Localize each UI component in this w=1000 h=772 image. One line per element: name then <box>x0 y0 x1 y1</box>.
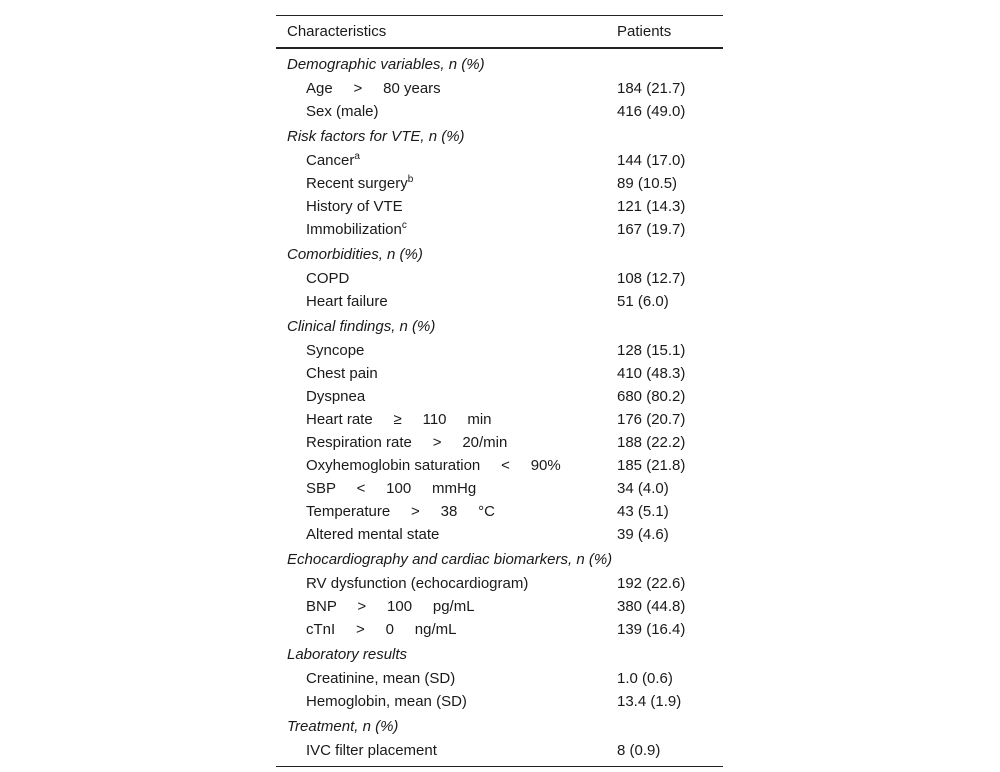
row-label <box>306 523 439 546</box>
table-row <box>276 500 723 523</box>
row-value: 144 (17.0) <box>617 152 686 169</box>
row-label <box>306 267 349 290</box>
row-label <box>306 477 476 500</box>
section-title: Demographic variables, n (%) <box>287 56 485 73</box>
row-value: 39 (4.6) <box>617 526 669 543</box>
row-label <box>306 500 495 523</box>
row-label-text: Heart failure <box>306 293 388 310</box>
table-row <box>276 267 723 290</box>
row-label <box>306 690 467 713</box>
row-label <box>306 454 561 477</box>
table-row <box>276 149 723 172</box>
row-label-text: Respiration rate > 20/min <box>306 434 508 451</box>
section-header <box>276 315 723 339</box>
row-value: 176 (20.7) <box>617 411 686 428</box>
table-row <box>276 572 723 595</box>
row-label-text: RV dysfunction (echocardiogram) <box>306 575 529 592</box>
table-row <box>276 523 723 546</box>
row-value: 43 (5.1) <box>617 503 669 520</box>
row-label-text: Recent surgery <box>306 175 408 192</box>
table-row <box>276 739 723 762</box>
header-characteristics: Characteristics <box>287 23 387 40</box>
row-label <box>306 218 407 241</box>
row-label <box>306 195 403 218</box>
section-header <box>276 125 723 149</box>
footnote-marker: c <box>401 220 407 231</box>
table-row <box>276 290 723 313</box>
row-label-text: SBP < 100 mmHg <box>306 480 477 497</box>
row-value: 416 (49.0) <box>617 103 686 120</box>
row-label-text: History of VTE <box>306 198 403 215</box>
row-value: 680 (80.2) <box>617 388 686 405</box>
row-label <box>306 572 528 595</box>
section-header <box>276 715 723 739</box>
row-label <box>306 100 379 123</box>
row-label-text: cTnI > 0 ng/mL <box>306 621 457 638</box>
section-title: Comorbidities, n (%) <box>287 246 423 263</box>
row-value: 13.4 (1.9) <box>617 693 682 710</box>
row-value: 188 (22.2) <box>617 434 686 451</box>
table-row <box>276 195 723 218</box>
table-bottom-rule <box>276 766 723 767</box>
row-label <box>306 408 492 431</box>
row-value: 34 (4.0) <box>617 480 669 497</box>
row-label <box>306 290 388 313</box>
row-value: 1.0 (0.6) <box>617 670 673 687</box>
section-header <box>276 53 723 77</box>
row-label-text: Syncope <box>306 342 365 359</box>
row-label-text: BNP > 100 pg/mL <box>306 598 475 615</box>
row-value: 128 (15.1) <box>617 342 686 359</box>
row-value: 139 (16.4) <box>617 621 686 638</box>
section-header <box>276 243 723 267</box>
row-label-text: COPD <box>306 270 350 287</box>
section-title: Clinical findings, n (%) <box>287 318 436 335</box>
section-header <box>276 548 723 572</box>
row-value: 380 (44.8) <box>617 598 686 615</box>
row-value: 8 (0.9) <box>617 742 661 759</box>
row-label-text: Sex (male) <box>306 103 379 120</box>
table-row <box>276 172 723 195</box>
row-label-text: Oxyhemoglobin saturation < 90% <box>306 457 561 474</box>
row-label-text: Chest pain <box>306 365 378 382</box>
row-label <box>306 172 413 195</box>
row-label-text: Cancer <box>306 152 355 169</box>
section-title: Echocardiography and cardiac biomarkers, n (%) <box>287 551 613 568</box>
table-row <box>276 100 723 123</box>
row-label <box>306 595 475 618</box>
table-row <box>276 595 723 618</box>
header-patients: Patients <box>617 23 672 40</box>
section-title: Laboratory results <box>287 646 408 663</box>
table-row <box>276 431 723 454</box>
footnote-marker: b <box>407 174 414 185</box>
footnote-marker: a <box>354 151 360 162</box>
row-label-text: Heart rate ≥ 110 min <box>306 411 492 428</box>
row-label-text: Age > 80 years <box>306 80 441 97</box>
row-label <box>306 339 364 362</box>
row-label <box>306 667 455 690</box>
table-row <box>276 667 723 690</box>
table-row <box>276 618 723 641</box>
row-value: 410 (48.3) <box>617 365 686 382</box>
row-label-text: Creatinine, mean (SD) <box>306 670 456 687</box>
row-label <box>306 77 441 100</box>
table-row <box>276 385 723 408</box>
table-row <box>276 477 723 500</box>
section-title: Risk factors for VTE, n (%) <box>287 128 465 145</box>
table-row <box>276 454 723 477</box>
row-label-text: Altered mental state <box>306 526 440 543</box>
table-row <box>276 77 723 100</box>
table-row <box>276 690 723 713</box>
row-label <box>306 362 378 385</box>
table-row <box>276 408 723 431</box>
row-value: 185 (21.8) <box>617 457 686 474</box>
row-label <box>306 149 360 172</box>
row-label-text: Hemoglobin, mean (SD) <box>306 693 467 710</box>
row-value: 192 (22.6) <box>617 575 686 592</box>
section-title: Treatment, n (%) <box>287 718 399 735</box>
row-value: 184 (21.7) <box>617 80 686 97</box>
row-value: 121 (14.3) <box>617 198 686 215</box>
row-value: 108 (12.7) <box>617 270 686 287</box>
table-body <box>276 53 723 762</box>
row-value: 89 (10.5) <box>617 175 678 192</box>
row-label <box>306 431 507 454</box>
table-row <box>276 339 723 362</box>
row-label-text: Immobilization <box>306 221 402 238</box>
table-header <box>276 16 723 49</box>
section-header <box>276 643 723 667</box>
row-value: 51 (6.0) <box>617 293 669 310</box>
row-label <box>306 739 437 762</box>
table-row <box>276 362 723 385</box>
row-label-text: IVC filter placement <box>306 742 437 759</box>
row-label <box>306 618 456 641</box>
row-value: 167 (19.7) <box>617 221 686 238</box>
row-label-text: Temperature > 38 °C <box>306 503 495 520</box>
characteristics-table <box>276 15 723 767</box>
row-label <box>306 385 365 408</box>
row-label-text: Dyspnea <box>306 388 366 405</box>
table-row <box>276 218 723 241</box>
